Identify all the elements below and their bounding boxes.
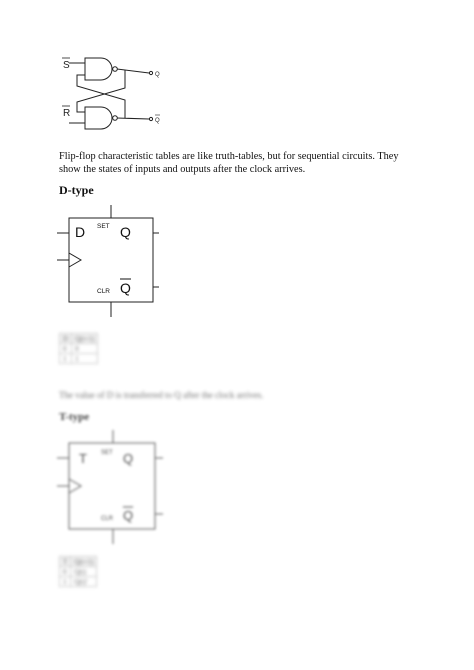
table-cell: 1 xyxy=(60,577,71,587)
table-cell: 0 xyxy=(60,567,71,577)
table-row xyxy=(60,567,97,577)
sr-latch-qbar-label: Q xyxy=(155,118,160,124)
table-row xyxy=(60,354,98,364)
ttype-flipflop-diagram xyxy=(55,428,165,546)
ttype-t-label: T xyxy=(79,451,87,466)
dtype-caption: The value of D is transferred to Q after the clock arrives. xyxy=(59,390,264,400)
sr-latch-s-label: S xyxy=(63,60,70,71)
dtype-heading: D-type xyxy=(59,183,94,197)
intro-paragraph: Flip-flop characteristic tables are like truth-tables, but for sequential circuits. They show the states of inputs and outputs after the clock arrives. xyxy=(59,151,399,175)
table-cell: 1 xyxy=(60,354,72,364)
sr-latch-diagram xyxy=(55,52,175,137)
ttype-table-wrapper xyxy=(59,556,97,587)
table-cell: Q(t) xyxy=(71,567,97,577)
ttype-set-label: SET xyxy=(101,450,113,456)
dtype-d-label: D xyxy=(75,224,86,240)
table-cell: 0 xyxy=(72,344,98,354)
dtype-set-label: SET xyxy=(97,223,110,230)
dtype-q-label: Q xyxy=(120,224,131,240)
dtype-qbar-label: Q xyxy=(120,280,131,296)
dtype-characteristic-table xyxy=(59,333,98,364)
ttype-clr-label: CLR xyxy=(101,516,114,522)
sr-latch-q-label: Q xyxy=(155,72,160,78)
table-cell: Q(t)' xyxy=(71,577,97,587)
ttype-qbar-label: Q xyxy=(123,508,134,523)
table-header-row xyxy=(60,557,97,567)
table-header-cell: Q(t+1) xyxy=(71,557,97,567)
dtype-clr-label: CLR xyxy=(97,288,111,295)
table-header-cell: D xyxy=(60,334,72,344)
sr-latch-r-label: R xyxy=(63,108,71,119)
table-cell: 0 xyxy=(60,344,72,354)
dtype-table-wrapper xyxy=(59,333,98,364)
table-cell: 1 xyxy=(72,354,98,364)
table-row xyxy=(60,344,98,354)
table-row xyxy=(60,577,97,587)
dtype-flipflop-diagram xyxy=(55,203,160,320)
ttype-characteristic-table xyxy=(59,556,97,587)
table-header-cell: T xyxy=(60,557,71,567)
table-header-row xyxy=(60,334,98,344)
ttype-heading: T-type xyxy=(59,411,90,423)
table-header-cell: Q(t+1) xyxy=(72,334,98,344)
ttype-q-label: Q xyxy=(123,451,134,466)
